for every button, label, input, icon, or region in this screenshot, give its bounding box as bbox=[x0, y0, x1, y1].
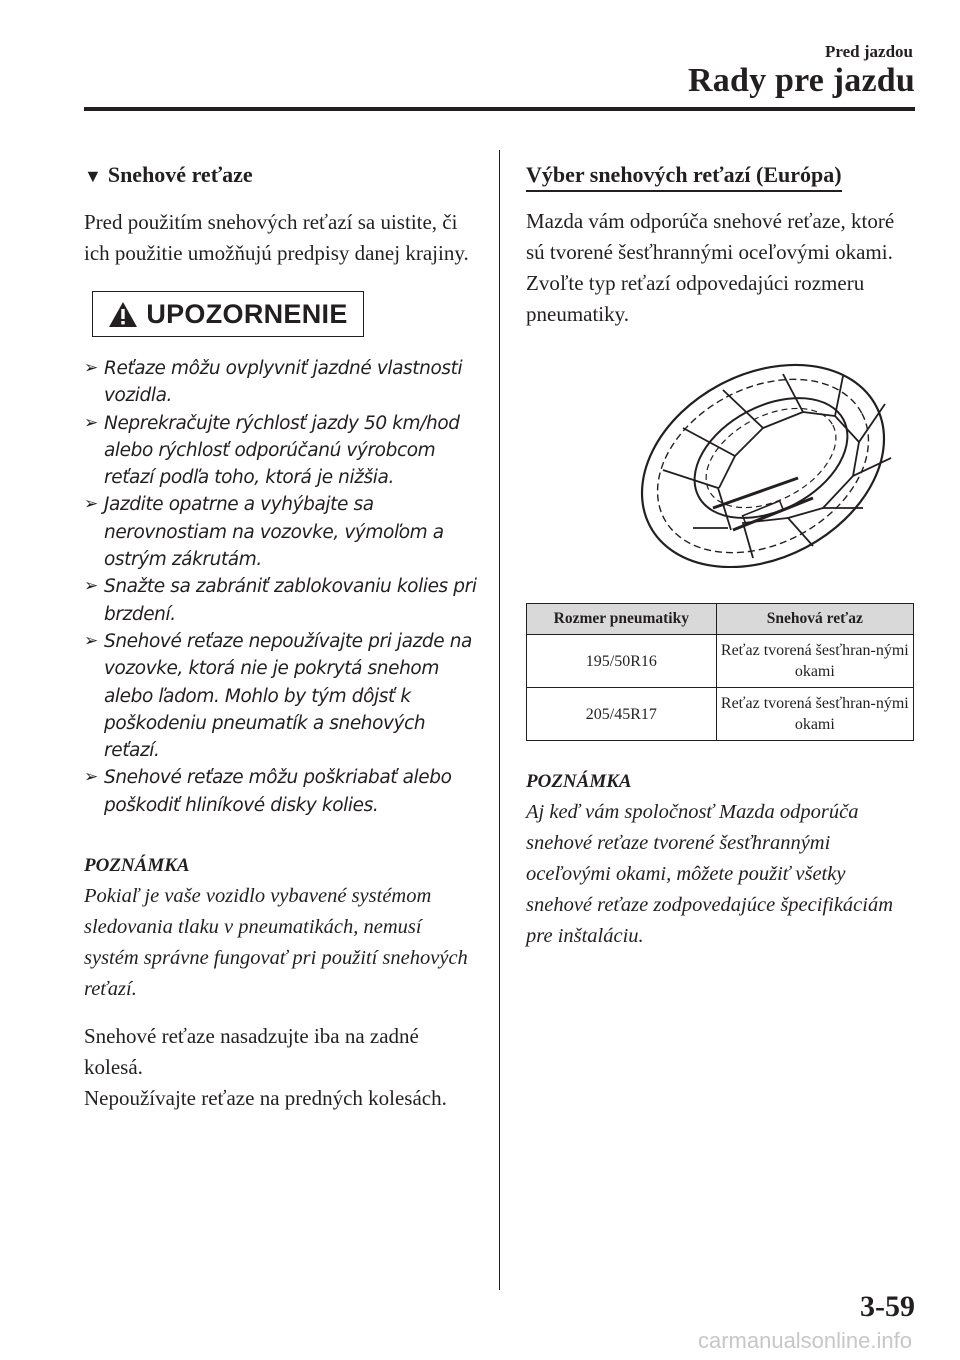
list-item: ➢ Jazdite opatrne a vyhýbajte sa nerovnostiam na vozovke, výmoľom a ostrým zákrutám. bbox=[84, 491, 479, 573]
list-item: ➢ Snehové reťaze môžu poškriabať alebo poškodiť hliníkové disky kolies. bbox=[84, 764, 479, 819]
page-number: 3-59 bbox=[860, 1290, 915, 1323]
arrow-bullet-icon: ➢ bbox=[84, 494, 98, 515]
list-item: ➢ Snehové reťaze nepoužívajte pri jazde na vozovke, ktorá nie je pokrytá snehom alebo ľadom. Mohlo by tým dôjsť k poškodeniu pneumatík a snehových reťazí. bbox=[84, 628, 479, 764]
list-item: ➢ Reťaze môžu ovplyvniť jazdné vlastnosti vozidla. bbox=[84, 355, 479, 410]
table-header-row bbox=[527, 604, 914, 635]
arrow-bullet-icon: ➢ bbox=[84, 630, 98, 651]
chapter-label: Pred jazdou bbox=[825, 42, 913, 61]
header-rule bbox=[84, 107, 915, 111]
watermark: carmanualsonline.info bbox=[697, 1328, 912, 1353]
column-divider bbox=[499, 150, 500, 1290]
arrow-bullet-icon: ➢ bbox=[84, 358, 98, 378]
paragraph-front-wheels: Nepoužívajte reťaze na predných kolesách. bbox=[84, 1086, 447, 1111]
note-text: Pokiaľ je vaše vozidlo vybavené systémom sledovania tlaku v pneumatikách, nemusí systém správne fungovať pri použití snehových reťazí. bbox=[84, 885, 468, 1001]
warning-label: UPOZORNENIE bbox=[146, 298, 348, 329]
arrow-bullet-icon: ➢ bbox=[84, 412, 98, 433]
warning-box bbox=[92, 291, 364, 337]
list-item: ➢ Neprekračujte rýchlosť jazdy 50 km/hod alebo rýchlosť odporúčanú výrobcom reťazí podľa toho, ktorá je nižšia. bbox=[84, 410, 479, 492]
table-row bbox=[527, 688, 914, 741]
list-item: ➢ Snažte sa zabrániť zablokovaniu kolies pri brzdení. bbox=[84, 573, 479, 628]
note-text: Aj keď vám spoločnosť Mazda odporúča snehové reťaze tvorené šesťhrannými oceľovými okami, môžete použiť všetky snehové reťaze zodpovedajúce špecifikáciám pre inštaláciu. bbox=[526, 801, 894, 947]
table-cell: 195/50R16 bbox=[527, 635, 717, 688]
snow-chain-illustration bbox=[623, 358, 913, 568]
table-row bbox=[527, 635, 914, 688]
table-cell: Reťaz tvorená šesťhran-nými okami bbox=[716, 688, 913, 741]
left-column bbox=[84, 160, 479, 1136]
selection-intro-paragraph: Mazda vám odporúča snehové reťaze, ktoré sú tvorené šesťhrannými oceľovými okami. Zvoľte typ reťazí odpovedajúci rozmeru pneumatiky. bbox=[526, 209, 895, 326]
page-title: Rady pre jazdu bbox=[688, 62, 915, 99]
column-header: Snehová reťaz bbox=[716, 604, 913, 635]
warning-list bbox=[84, 355, 479, 819]
section-heading-snow-chains bbox=[84, 160, 479, 191]
right-column bbox=[526, 160, 916, 968]
intro-paragraph: Pred použitím snehových reťazí sa uistite, či ich použitie umožňujú predpisy danej krajiny. bbox=[84, 210, 469, 265]
arrow-bullet-icon: ➢ bbox=[84, 767, 98, 788]
table-cell: 205/45R17 bbox=[527, 688, 717, 741]
column-header: Rozmer pneumatiky bbox=[527, 604, 717, 635]
chain-size-table bbox=[526, 603, 914, 741]
note-heading: POZNÁMKA bbox=[84, 855, 190, 877]
section-title: Snehové reťaze bbox=[107, 162, 253, 187]
note-heading: POZNÁMKA bbox=[526, 771, 632, 792]
section-heading-chain-selection: Výber snehových reťazí (Európa) bbox=[526, 160, 842, 192]
table-cell: Reťaz tvorená šesťhran-nými okami bbox=[716, 635, 913, 688]
warning-triangle-icon bbox=[108, 301, 138, 328]
paragraph-rear-wheels: Snehové reťaze nasadzujte iba na zadné kolesá. bbox=[84, 1024, 419, 1080]
triangle-down-icon: ▼ bbox=[84, 166, 102, 186]
arrow-bullet-icon: ➢ bbox=[84, 576, 98, 597]
